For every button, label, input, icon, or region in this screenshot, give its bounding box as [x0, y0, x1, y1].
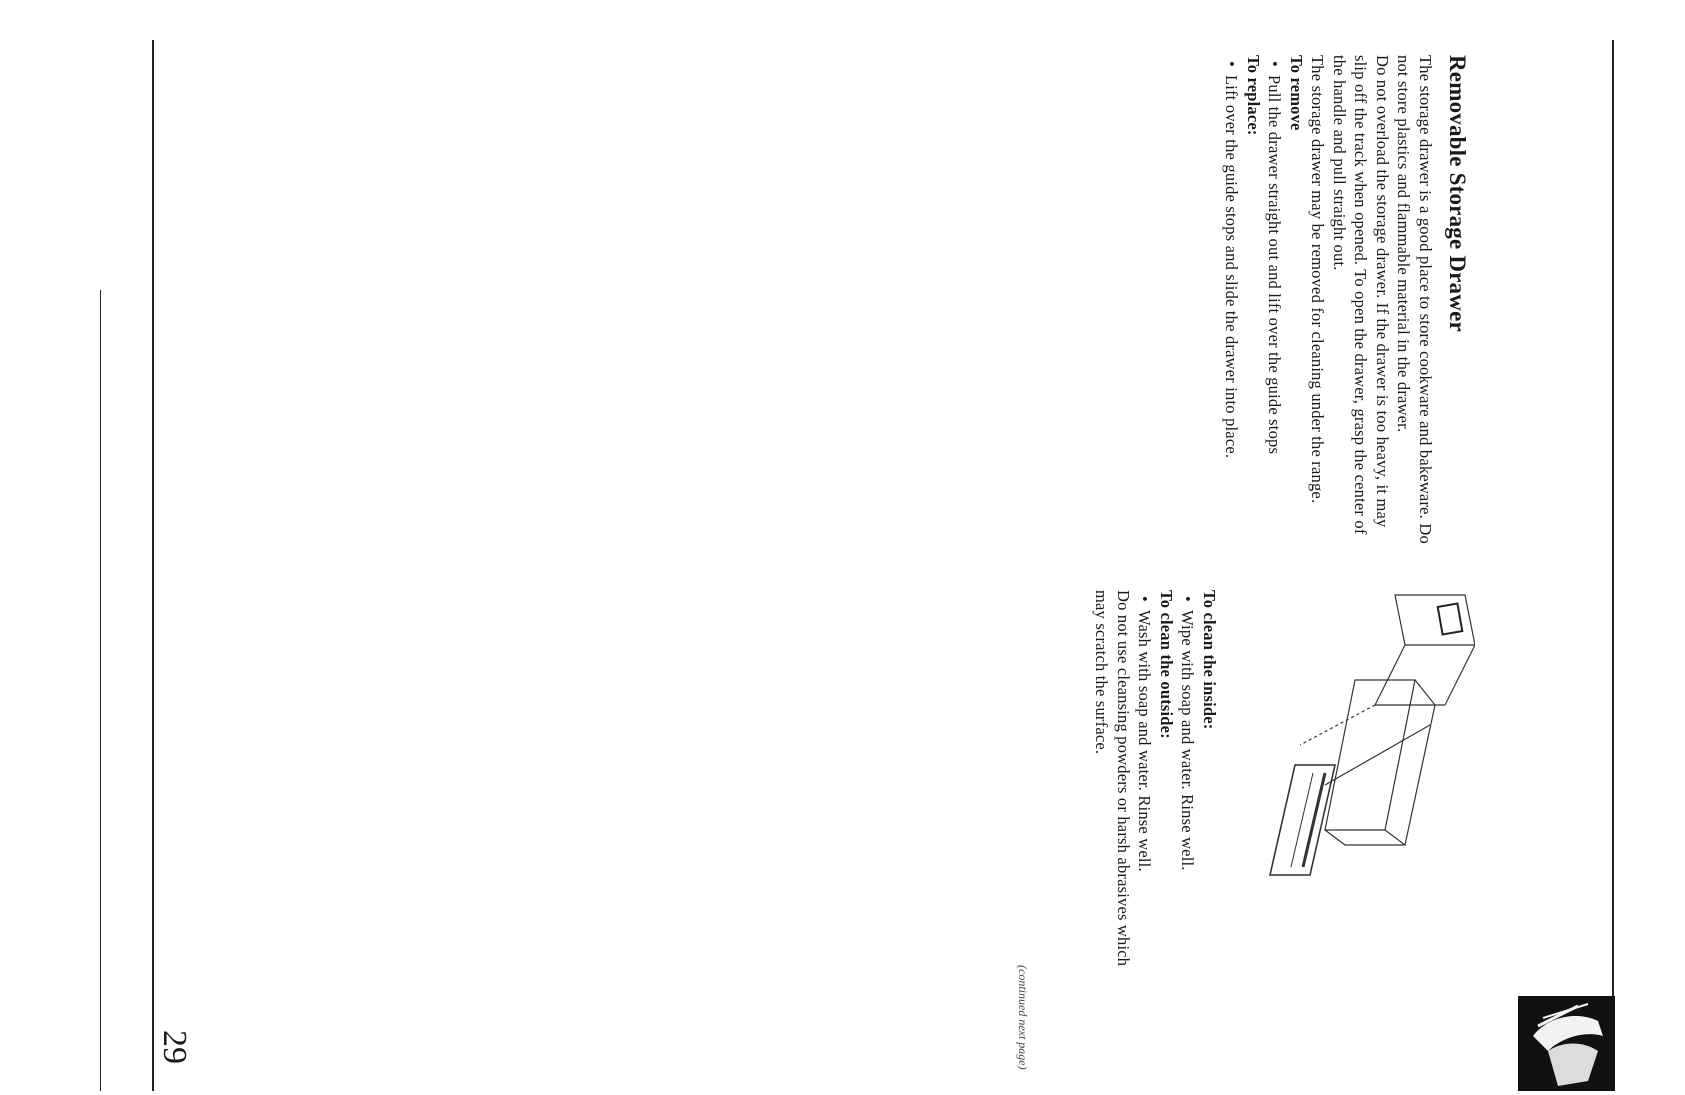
right-margin-rule	[1612, 40, 1614, 1091]
bullet-glyph: •	[1265, 61, 1285, 67]
continued-note: (continued next page)	[1016, 965, 1030, 1070]
clean-inside-bullet-text: Wipe with soap and water. Rinse well.	[1178, 610, 1198, 871]
page-number: 29	[156, 1030, 193, 1064]
remove-bullet	[1264, 55, 1286, 555]
remove-heading: To remove	[1287, 55, 1306, 131]
drawer-illustration	[1260, 585, 1475, 885]
intro-paragraph-2: Do not overload the storage drawer. If the drawer is too heavy, it may slip off the track when opened. To open the drawer, grasp the center of the handle and pull straight out.	[1330, 55, 1392, 535]
replace-bullet-text: Lift over the guide stops and slide the drawer into place.	[1222, 75, 1242, 459]
clean-outside-heading: To clean the outside:	[1157, 590, 1176, 739]
clean-inside-bullet	[1177, 590, 1199, 990]
bullet-glyph: •	[1135, 596, 1155, 602]
section-tab-marker	[1518, 996, 1615, 1091]
footer-rule	[100, 290, 101, 1091]
intro-paragraph-1: The storage drawer is a good place to store cookware and bakeware. Do not store plastics and flammable material in the drawer.	[1394, 55, 1435, 544]
main-text-column	[1221, 55, 1470, 555]
clean-inside-heading: To clean the inside:	[1200, 590, 1219, 730]
page-title: Removable Storage Drawer	[1445, 55, 1470, 332]
bullet-glyph: •	[1222, 61, 1242, 67]
replace-bullet	[1221, 55, 1243, 555]
remove-bullet-text: Pull the drawer straight out and lift over the guide stops	[1265, 75, 1285, 455]
left-margin-rule	[152, 40, 154, 1091]
cleaning-hand-icon	[1518, 996, 1615, 1091]
cleaning-text-column	[1091, 590, 1220, 990]
storage-drawer-icon	[1260, 585, 1475, 885]
clean-outside-note: Do not use cleansing powders or harsh abrasives which may scratch the surface.	[1092, 590, 1133, 967]
replace-heading: To replace:	[1244, 55, 1263, 136]
bullet-glyph: •	[1178, 596, 1198, 602]
intro-paragraph-3: The storage drawer may be removed for cleaning under the range.	[1308, 55, 1328, 504]
clean-outside-bullet-text: Wash with soap and water. Rinse well.	[1135, 610, 1155, 872]
clean-outside-bullet	[1134, 590, 1156, 990]
